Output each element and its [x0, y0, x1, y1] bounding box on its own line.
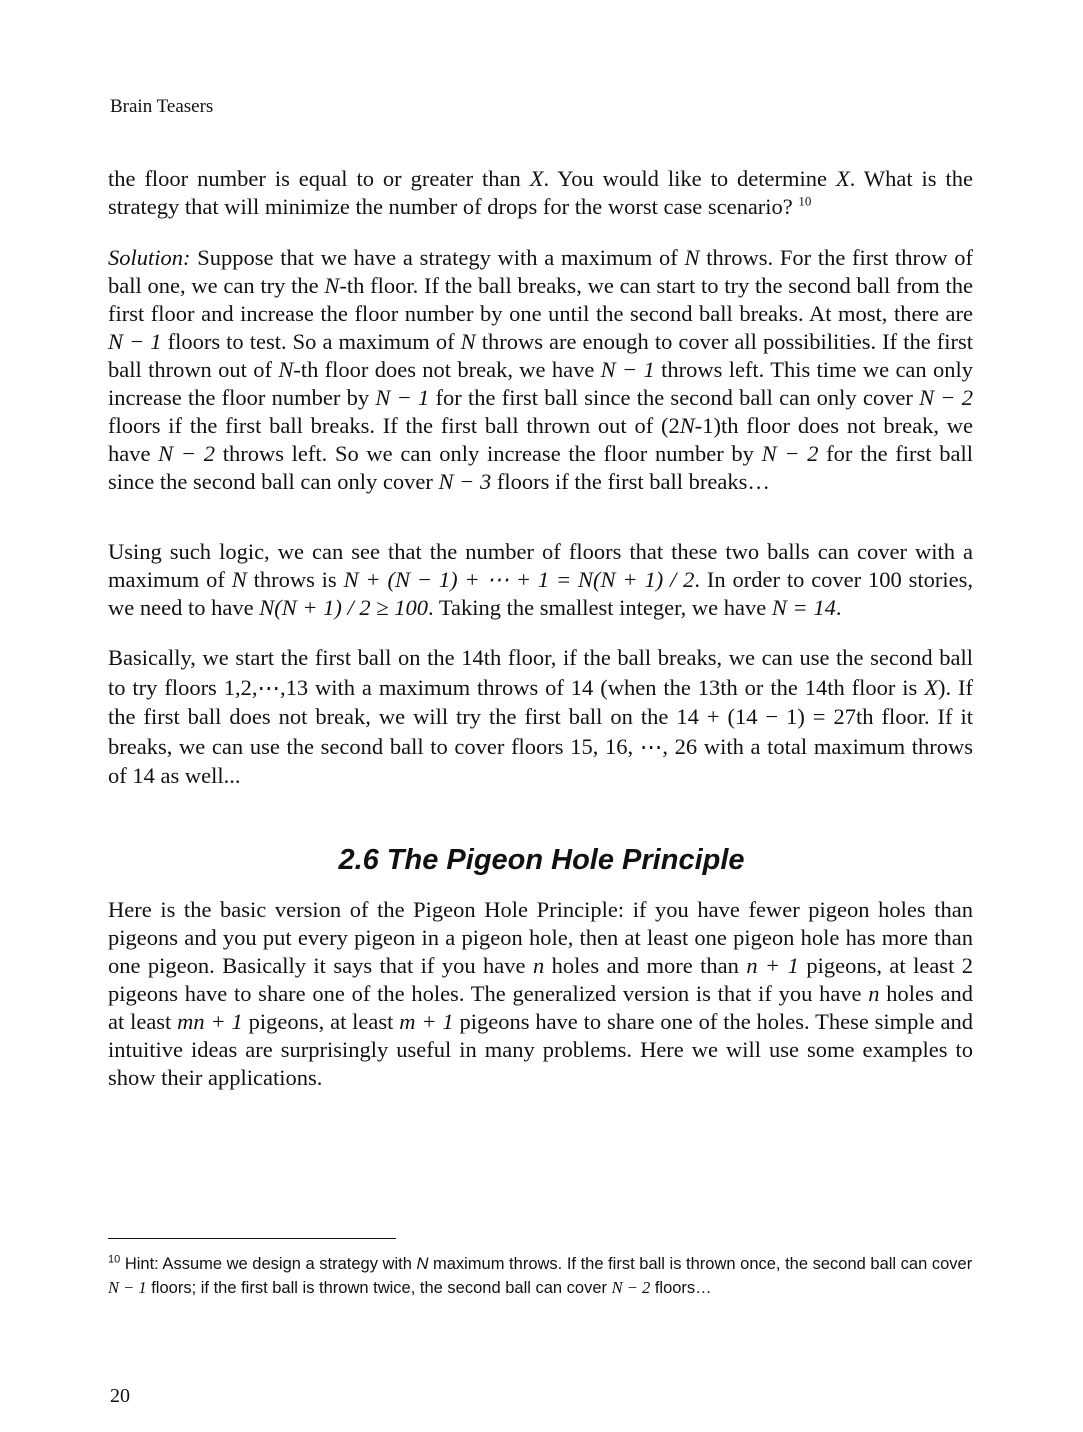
text: throws are enough to cover all possibilities. If the first ball thrown out of [108, 329, 973, 382]
text: floors to test. So a maximum of [161, 329, 461, 354]
text: Suppose that we have a strategy with a maximum of [190, 245, 685, 270]
footnote-divider [108, 1238, 396, 1239]
text: with a maximum throws of 14 (when the 13th or the 14th floor is [308, 674, 925, 700]
math-var: n [868, 981, 880, 1006]
text: throws is [246, 567, 344, 592]
text: for the first ball since the second ball can only cover [429, 385, 920, 410]
paragraph-solution [108, 244, 973, 496]
math-expr: 14 + (14 − 1) = 27th [676, 704, 874, 729]
text: . In order to cover 100 stories, we need to have [108, 567, 973, 620]
footnote [108, 1253, 973, 1300]
math-expr: N(N + 1) / 2 ≥ 100 [259, 595, 428, 620]
math-var: N [460, 329, 476, 354]
section-heading: 2.6 The Pigeon Hole Principle [338, 844, 745, 876]
math-var: N [278, 357, 294, 382]
text: for the first ball since the second ball can only cover [108, 441, 973, 494]
text: Here is the basic version of the Pigeon Hole Principle: if you have fewer pigeon holes than pigeons and you put every pigeon in a pigeon hole, then at least one pigeon hole has more than one pigeon. Basically it says that if you have [108, 897, 973, 978]
text: throws. For the first throw of ball one, we can try the [108, 245, 973, 298]
footnote-number: 10 [108, 1253, 121, 1266]
text: floors… [650, 1279, 712, 1297]
text: with a total maximum throws of 14 as well... [108, 733, 974, 788]
math-expr: N − 1 [600, 357, 655, 382]
text: . You would like to determine [543, 166, 836, 191]
text: Basically, we start the first ball on the 14th floor, if the ball breaks, we can use the second ball to try floors [108, 645, 973, 700]
math-var: N [684, 245, 700, 270]
math-var: X [924, 674, 938, 700]
math-var: N [679, 413, 695, 438]
math-expr: N − 2 [158, 441, 216, 466]
math-var: X [529, 166, 544, 191]
math-expr: 15, 16, ⋯, 26 [570, 733, 698, 759]
text: the floor number is equal to or greater than [108, 166, 530, 191]
text: Hint: Assume we design a strategy with [120, 1255, 417, 1273]
running-head: Brain Teasers [110, 96, 214, 117]
math-var: N [324, 273, 340, 298]
page-number: 20 [110, 1385, 130, 1407]
text: floors if the first ball breaks. If the first ball thrown out of (2 [108, 413, 680, 438]
text: floor. If it breaks, we can use the second ball to cover floors [108, 704, 974, 759]
math-expr: N − 1 [375, 385, 430, 410]
text: floors if the first ball breaks… [491, 469, 770, 494]
text: . Taking the smallest integer, we have [427, 595, 772, 620]
math-var: X [835, 166, 850, 191]
text: pigeons, at least 2 pigeons have to share one of the holes. The generalized version is that if you have [108, 953, 974, 1006]
math-expr: N + (N − 1) + ⋯ + 1 = N(N + 1) / 2 [343, 567, 695, 592]
text: pigeons, at least [242, 1009, 400, 1034]
math-expr: N − 3 [438, 469, 492, 494]
text: maximum throws. If the first ball is thrown once, the second ball can cover [428, 1255, 973, 1273]
math-var: N [416, 1255, 429, 1273]
math-expr: N − 2 [919, 385, 973, 410]
math-var: n [532, 953, 545, 978]
math-expr: m + 1 [399, 1009, 454, 1034]
text: . [835, 595, 842, 620]
paragraph-basically [108, 643, 973, 791]
math-expr: N − 2 [611, 1278, 651, 1297]
math-expr: N − 1 [108, 1278, 147, 1297]
math-expr: N = 14 [771, 595, 836, 620]
text: . What is the strategy that will minimize the number of drops for the worst case scenario? [108, 166, 973, 219]
text: throws left. So we can only increase the floor number by [215, 441, 762, 466]
text: ). If the first ball does not break, we will try the first ball on the [108, 674, 973, 729]
text: throws left. This time we can only increase the floor number by [108, 357, 973, 410]
text: holes and at least [108, 981, 974, 1034]
paragraph-problem-end [108, 165, 973, 221]
paragraph-logic [108, 538, 973, 622]
math-expr: n + 1 [746, 953, 799, 978]
math-expr: N − 1 [108, 329, 162, 354]
text: holes and more than [544, 953, 747, 978]
text: -th floor. If the ball breaks, we can start to try the second ball from the first floor and increase the floor number by one until the second ball breaks. At most, there are [108, 273, 974, 326]
math-expr: N − 2 [761, 441, 819, 466]
math-var: N [231, 567, 247, 592]
text: Using such logic, we can see that the number of floors that these two balls can cover with a maximum of [108, 539, 973, 592]
text: -1)th floor does not break, we have [108, 413, 973, 466]
solution-label: Solution: [108, 245, 191, 270]
paragraph-pigeon-hole [108, 896, 973, 1092]
math-expr: mn + 1 [177, 1009, 243, 1034]
text: floors; if the first ball is thrown twice, the second ball can cover [146, 1279, 612, 1297]
text: -th floor does not break, we have [293, 357, 601, 382]
footnote-ref[interactable]: 10 [798, 193, 812, 209]
text: pigeons have to share one of the holes. These simple and intuitive ideas are surprisingly useful in many problems. Here we will use some examples to show their applications. [108, 1009, 973, 1090]
math-expr: 1,2,⋯,13 [223, 674, 309, 700]
